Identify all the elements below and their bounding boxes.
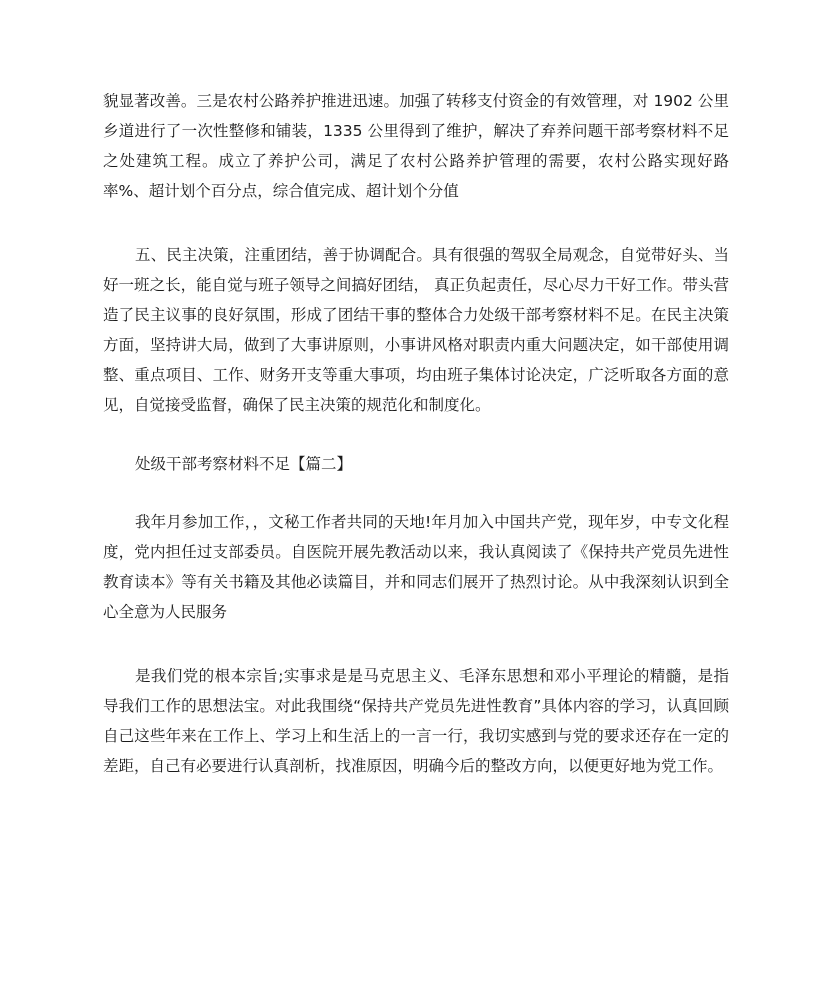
paragraph-democratic-decision: 五、民主决策，注重团结，善于协调配合。具有很强的驾驭全局观念，自觉带好头、当好一班之长，能自觉与班子领导之间搞好团结， 真正负起责任，尽心尽力干好工作。带头营造了民主议事的良好氛围，形成了团结干事的整体合力处级干部考察材料不足。在民主决策方面，坚持讲大局，做到了大事讲原则，小事讲风格对职责内重大问题决定，如干部使用调整、重点项目、工作、财务开支等重大事项，均由班子集体讨论决定，广泛听取各方面的意见，自觉接受监督，确保了民主决策的规范化和制度化。 [103,246,729,414]
paragraph-self-reflection: 是我们党的根本宗旨;实事求是是马克思主义、毛泽东思想和邓小平理论的精髓，是指导我们工作的思想法宝。对此我围绕“保持共产党员先进性教育”具体内容的学习，认真回顾自己这些年来在工作上、学习上和生活上的一言一行，我切实感到与党的要求还存在一定的差距，自己有必要进行认真剖析，找准原因，明确今后的整改方向，以便更好地为党工作。 [103,667,729,775]
paragraph-continuation: 貌显著改善。三是农村公路养护推进迅速。加强了转移支付资金的有效管理，对 1902 公里乡道进行了一次性整修和铺装，1335 公里得到了维护，解决了弃养问题干部考察材料不足之处建筑工程。成立了养护公司，满足了农村公路养护管理的需要，农村公路实现好路率%、超计划个百分点，综合值完成、超计划个分值 [103,92,729,200]
document-body [103,86,729,781]
section-heading: 处级干部考察材料不足【篇二】 [135,455,353,473]
paragraph-work-history: 我年月参加工作，，文秘工作者共同的天地!年月加入中国共产党，现年岁，中专文化程度，党内担任过支部委员。自医院开展先教活动以来，我认真阅读了《保持共产党员先进性教育读本》等有关书籍及其他必读篇目，并和同志们展开了热烈讨论。从中我深刻认识到全心全意为人民服务 [103,513,729,621]
